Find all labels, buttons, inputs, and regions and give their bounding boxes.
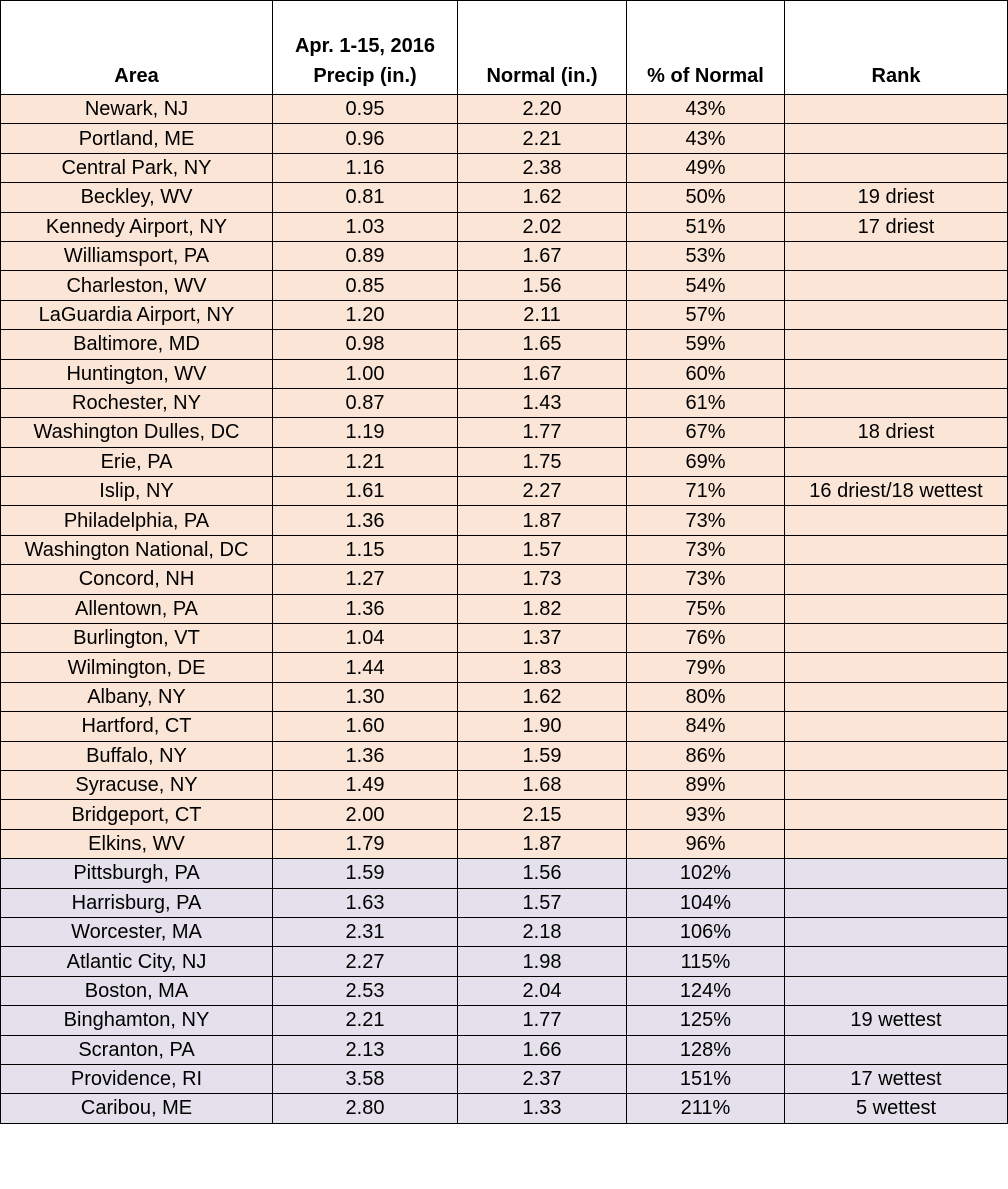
cell-normal: 2.37 <box>458 1064 627 1093</box>
table-row <box>1 241 1008 270</box>
table-row <box>1 888 1008 917</box>
cell-area: Providence, RI <box>1 1064 273 1093</box>
cell-precip: 1.59 <box>273 859 458 888</box>
cell-rank <box>785 947 1008 976</box>
cell-area: Washington Dulles, DC <box>1 418 273 447</box>
cell-precip: 1.36 <box>273 741 458 770</box>
cell-rank <box>785 95 1008 124</box>
cell-rank <box>785 359 1008 388</box>
table-row <box>1 976 1008 1005</box>
cell-area: Charleston, WV <box>1 271 273 300</box>
table-row <box>1 917 1008 946</box>
cell-precip: 1.79 <box>273 829 458 858</box>
cell-precip: 1.60 <box>273 712 458 741</box>
cell-percent-of-normal: 71% <box>627 477 785 506</box>
cell-precip: 0.85 <box>273 271 458 300</box>
cell-percent-of-normal: 43% <box>627 95 785 124</box>
cell-area: Elkins, WV <box>1 829 273 858</box>
cell-percent-of-normal: 73% <box>627 565 785 594</box>
table-row <box>1 800 1008 829</box>
cell-area: Washington National, DC <box>1 535 273 564</box>
cell-precip: 0.87 <box>273 388 458 417</box>
cell-normal: 1.59 <box>458 741 627 770</box>
cell-percent-of-normal: 61% <box>627 388 785 417</box>
cell-precip: 1.63 <box>273 888 458 917</box>
cell-percent-of-normal: 53% <box>627 241 785 270</box>
table-row <box>1 506 1008 535</box>
cell-rank <box>785 829 1008 858</box>
table-row <box>1 300 1008 329</box>
cell-normal: 1.77 <box>458 1006 627 1035</box>
cell-normal: 2.21 <box>458 124 627 153</box>
cell-precip: 1.30 <box>273 682 458 711</box>
cell-area: Allentown, PA <box>1 594 273 623</box>
cell-percent-of-normal: 43% <box>627 124 785 153</box>
cell-rank <box>785 330 1008 359</box>
cell-percent-of-normal: 60% <box>627 359 785 388</box>
cell-precip: 1.16 <box>273 153 458 182</box>
cell-normal: 1.77 <box>458 418 627 447</box>
table-row <box>1 447 1008 476</box>
cell-normal: 1.57 <box>458 535 627 564</box>
table-row <box>1 712 1008 741</box>
table-row <box>1 388 1008 417</box>
cell-area: Newark, NJ <box>1 95 273 124</box>
cell-normal: 1.98 <box>458 947 627 976</box>
table-row <box>1 565 1008 594</box>
cell-precip: 0.81 <box>273 183 458 212</box>
cell-percent-of-normal: 69% <box>627 447 785 476</box>
table-row <box>1 682 1008 711</box>
cell-rank <box>785 300 1008 329</box>
cell-normal: 1.82 <box>458 594 627 623</box>
cell-normal: 2.15 <box>458 800 627 829</box>
cell-rank: 19 wettest <box>785 1006 1008 1035</box>
cell-area: Worcester, MA <box>1 917 273 946</box>
cell-rank <box>785 594 1008 623</box>
cell-area: Caribou, ME <box>1 1094 273 1123</box>
table-row <box>1 153 1008 182</box>
header-precip-line2: Precip (in.) <box>313 65 417 87</box>
cell-percent-of-normal: 151% <box>627 1064 785 1093</box>
table-row <box>1 1064 1008 1093</box>
cell-precip: 1.61 <box>273 477 458 506</box>
table-row <box>1 477 1008 506</box>
cell-rank: 5 wettest <box>785 1094 1008 1123</box>
cell-rank <box>785 712 1008 741</box>
cell-precip: 2.13 <box>273 1035 458 1064</box>
cell-normal: 1.67 <box>458 359 627 388</box>
table-row <box>1 183 1008 212</box>
cell-area: Rochester, NY <box>1 388 273 417</box>
cell-area: Concord, NH <box>1 565 273 594</box>
cell-normal: 1.87 <box>458 506 627 535</box>
cell-normal: 1.56 <box>458 859 627 888</box>
table-row <box>1 124 1008 153</box>
cell-precip: 1.00 <box>273 359 458 388</box>
cell-precip: 1.44 <box>273 653 458 682</box>
cell-precip: 3.58 <box>273 1064 458 1093</box>
table-row <box>1 859 1008 888</box>
cell-percent-of-normal: 86% <box>627 741 785 770</box>
cell-normal: 1.65 <box>458 330 627 359</box>
cell-precip: 2.31 <box>273 917 458 946</box>
cell-precip: 1.03 <box>273 212 458 241</box>
header-precip <box>273 1 458 95</box>
cell-normal: 1.43 <box>458 388 627 417</box>
cell-precip: 1.36 <box>273 594 458 623</box>
cell-precip: 2.80 <box>273 1094 458 1123</box>
cell-area: Portland, ME <box>1 124 273 153</box>
table-row <box>1 741 1008 770</box>
cell-precip: 2.27 <box>273 947 458 976</box>
cell-area: Philadelphia, PA <box>1 506 273 535</box>
cell-normal: 2.38 <box>458 153 627 182</box>
table-row <box>1 653 1008 682</box>
cell-percent-of-normal: 51% <box>627 212 785 241</box>
cell-percent-of-normal: 73% <box>627 506 785 535</box>
cell-rank <box>785 535 1008 564</box>
cell-normal: 1.90 <box>458 712 627 741</box>
cell-precip: 0.95 <box>273 95 458 124</box>
cell-normal: 2.27 <box>458 477 627 506</box>
cell-normal: 2.11 <box>458 300 627 329</box>
cell-precip: 2.53 <box>273 976 458 1005</box>
table-row <box>1 418 1008 447</box>
cell-area: Huntington, WV <box>1 359 273 388</box>
cell-rank <box>785 859 1008 888</box>
table-row <box>1 770 1008 799</box>
cell-rank <box>785 653 1008 682</box>
cell-area: Atlantic City, NJ <box>1 947 273 976</box>
cell-rank: 19 driest <box>785 183 1008 212</box>
cell-percent-of-normal: 79% <box>627 653 785 682</box>
table-body <box>1 95 1008 1124</box>
header-row <box>1 1 1008 95</box>
table-row <box>1 535 1008 564</box>
header-normal: Normal (in.) <box>458 1 627 95</box>
cell-percent-of-normal: 102% <box>627 859 785 888</box>
cell-precip: 1.21 <box>273 447 458 476</box>
table-row <box>1 1094 1008 1123</box>
cell-normal: 1.83 <box>458 653 627 682</box>
table-row <box>1 330 1008 359</box>
cell-precip: 1.15 <box>273 535 458 564</box>
cell-precip: 0.96 <box>273 124 458 153</box>
table-row <box>1 829 1008 858</box>
cell-precip: 1.27 <box>273 565 458 594</box>
cell-percent-of-normal: 104% <box>627 888 785 917</box>
header-precip-line1: Apr. 1-15, 2016 <box>294 35 436 57</box>
cell-normal: 2.18 <box>458 917 627 946</box>
cell-area: Kennedy Airport, NY <box>1 212 273 241</box>
cell-area: Central Park, NY <box>1 153 273 182</box>
cell-area: Wilmington, DE <box>1 653 273 682</box>
table-header <box>1 1 1008 95</box>
cell-precip: 0.89 <box>273 241 458 270</box>
cell-percent-of-normal: 54% <box>627 271 785 300</box>
cell-normal: 1.62 <box>458 183 627 212</box>
cell-percent-of-normal: 75% <box>627 594 785 623</box>
table-row <box>1 594 1008 623</box>
table-row <box>1 947 1008 976</box>
cell-percent-of-normal: 124% <box>627 976 785 1005</box>
cell-precip: 1.19 <box>273 418 458 447</box>
cell-rank <box>785 271 1008 300</box>
cell-normal: 1.37 <box>458 624 627 653</box>
cell-percent-of-normal: 73% <box>627 535 785 564</box>
cell-normal: 2.04 <box>458 976 627 1005</box>
cell-precip: 0.98 <box>273 330 458 359</box>
cell-normal: 1.73 <box>458 565 627 594</box>
cell-normal: 2.02 <box>458 212 627 241</box>
cell-percent-of-normal: 96% <box>627 829 785 858</box>
cell-area: Hartford, CT <box>1 712 273 741</box>
cell-precip: 1.36 <box>273 506 458 535</box>
cell-area: Baltimore, MD <box>1 330 273 359</box>
cell-percent-of-normal: 76% <box>627 624 785 653</box>
cell-rank <box>785 153 1008 182</box>
cell-area: Albany, NY <box>1 682 273 711</box>
table-row <box>1 212 1008 241</box>
cell-area: Bridgeport, CT <box>1 800 273 829</box>
cell-rank: 18 driest <box>785 418 1008 447</box>
header-percent-of-normal: % of Normal <box>627 1 785 95</box>
cell-rank <box>785 770 1008 799</box>
cell-normal: 1.57 <box>458 888 627 917</box>
cell-normal: 1.33 <box>458 1094 627 1123</box>
cell-percent-of-normal: 128% <box>627 1035 785 1064</box>
cell-percent-of-normal: 211% <box>627 1094 785 1123</box>
cell-rank <box>785 447 1008 476</box>
cell-percent-of-normal: 50% <box>627 183 785 212</box>
cell-rank <box>785 565 1008 594</box>
cell-normal: 1.75 <box>458 447 627 476</box>
table-row <box>1 1035 1008 1064</box>
cell-percent-of-normal: 93% <box>627 800 785 829</box>
cell-rank <box>785 124 1008 153</box>
cell-percent-of-normal: 59% <box>627 330 785 359</box>
cell-rank <box>785 1035 1008 1064</box>
cell-percent-of-normal: 57% <box>627 300 785 329</box>
table-row <box>1 95 1008 124</box>
cell-area: Scranton, PA <box>1 1035 273 1064</box>
header-area: Area <box>1 1 273 95</box>
table-row <box>1 359 1008 388</box>
cell-precip: 1.04 <box>273 624 458 653</box>
cell-area: Harrisburg, PA <box>1 888 273 917</box>
cell-normal: 1.67 <box>458 241 627 270</box>
cell-percent-of-normal: 80% <box>627 682 785 711</box>
cell-rank <box>785 388 1008 417</box>
cell-area: Erie, PA <box>1 447 273 476</box>
cell-rank <box>785 917 1008 946</box>
cell-normal: 1.56 <box>458 271 627 300</box>
cell-rank: 16 driest/18 wettest <box>785 477 1008 506</box>
cell-precip: 1.49 <box>273 770 458 799</box>
cell-rank <box>785 976 1008 1005</box>
cell-normal: 2.20 <box>458 95 627 124</box>
cell-normal: 1.62 <box>458 682 627 711</box>
cell-area: Buffalo, NY <box>1 741 273 770</box>
cell-normal: 1.66 <box>458 1035 627 1064</box>
cell-rank <box>785 506 1008 535</box>
cell-rank: 17 driest <box>785 212 1008 241</box>
cell-precip: 1.20 <box>273 300 458 329</box>
cell-precip: 2.21 <box>273 1006 458 1035</box>
cell-area: Syracuse, NY <box>1 770 273 799</box>
cell-percent-of-normal: 67% <box>627 418 785 447</box>
cell-rank <box>785 241 1008 270</box>
cell-rank <box>785 682 1008 711</box>
cell-area: Williamsport, PA <box>1 241 273 270</box>
cell-percent-of-normal: 49% <box>627 153 785 182</box>
cell-area: Burlington, VT <box>1 624 273 653</box>
cell-percent-of-normal: 84% <box>627 712 785 741</box>
cell-area: LaGuardia Airport, NY <box>1 300 273 329</box>
cell-area: Beckley, WV <box>1 183 273 212</box>
cell-percent-of-normal: 125% <box>627 1006 785 1035</box>
cell-normal: 1.87 <box>458 829 627 858</box>
cell-percent-of-normal: 115% <box>627 947 785 976</box>
cell-area: Islip, NY <box>1 477 273 506</box>
cell-percent-of-normal: 89% <box>627 770 785 799</box>
cell-normal: 1.68 <box>458 770 627 799</box>
cell-rank <box>785 624 1008 653</box>
cell-percent-of-normal: 106% <box>627 917 785 946</box>
cell-precip: 2.00 <box>273 800 458 829</box>
table-row <box>1 624 1008 653</box>
cell-rank <box>785 888 1008 917</box>
cell-rank <box>785 800 1008 829</box>
table-row <box>1 271 1008 300</box>
cell-rank <box>785 741 1008 770</box>
cell-area: Binghamton, NY <box>1 1006 273 1035</box>
table-row <box>1 1006 1008 1035</box>
header-rank: Rank <box>785 1 1008 95</box>
cell-area: Boston, MA <box>1 976 273 1005</box>
cell-area: Pittsburgh, PA <box>1 859 273 888</box>
cell-rank: 17 wettest <box>785 1064 1008 1093</box>
